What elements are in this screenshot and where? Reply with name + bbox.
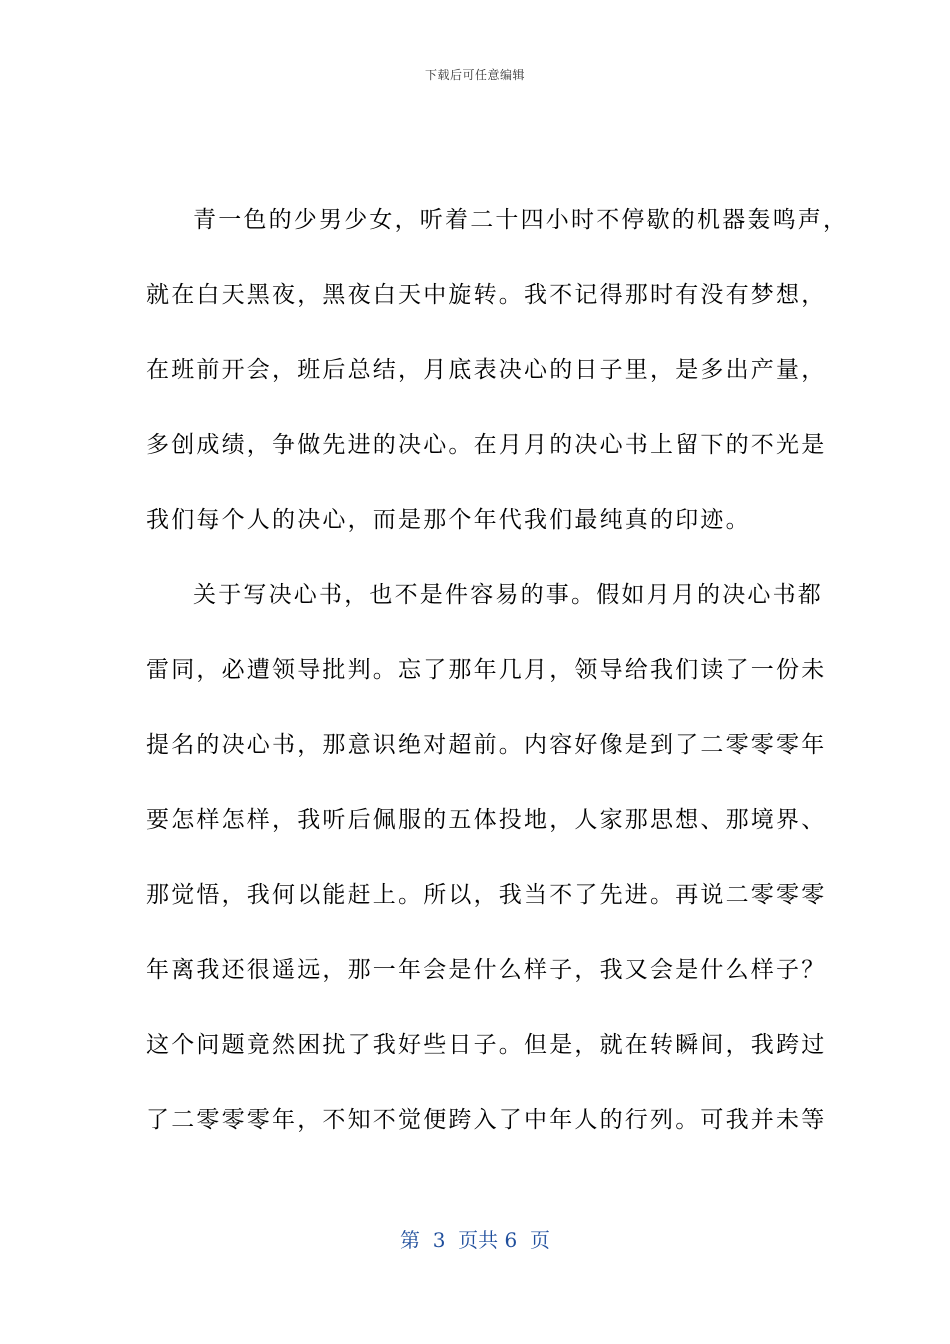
paragraph-line: 在班前开会，班后总结，月底表决心的日子里，是多出产量， — [146, 357, 827, 383]
paragraph-line: 青一色的少男少女，听着二十四小时不停歇的机器轰鸣声， — [193, 207, 849, 233]
paragraph-line: 雷同，必遭领导批判。忘了那年几月，领导给我们读了一份未 — [146, 657, 827, 683]
page-number: 第 3 页共 6 页 — [400, 1228, 550, 1252]
paragraph-line: 要怎样怎样，我听后佩服的五体投地，人家那思想、那境界、 — [146, 807, 827, 833]
paragraph-line: 那觉悟，我何以能赶上。所以，我当不了先进。再说二零零零 — [146, 882, 827, 908]
paragraph-line: 这个问题竟然困扰了我好些日子。但是，就在转瞬间，我跨过 — [146, 1032, 827, 1058]
document-body — [146, 196, 849, 1171]
paragraph-line: 了二零零零年，不知不觉便跨入了中年人的行列。可我并未等 — [146, 1107, 827, 1133]
paragraph-line: 年离我还很遥远，那一年会是什么样子，我又会是什么样子？ — [146, 957, 827, 983]
paragraph-line: 多创成绩，争做先进的决心。在月月的决心书上留下的不光是 — [146, 432, 827, 458]
page-header-note: 下载后可任意编辑 — [424, 68, 525, 82]
paragraph-line: 我们每个人的决心，而是那个年代我们最纯真的印迹。 — [146, 507, 751, 533]
paragraph-line: 关于写决心书，也不是件容易的事。假如月月的决心书都 — [193, 582, 823, 608]
paragraph-line: 就在白天黑夜，黑夜白天中旋转。我不记得那时有没有梦想， — [146, 282, 827, 308]
paragraph-line: 提名的决心书，那意识绝对超前。内容好像是到了二零零零年 — [146, 732, 827, 758]
